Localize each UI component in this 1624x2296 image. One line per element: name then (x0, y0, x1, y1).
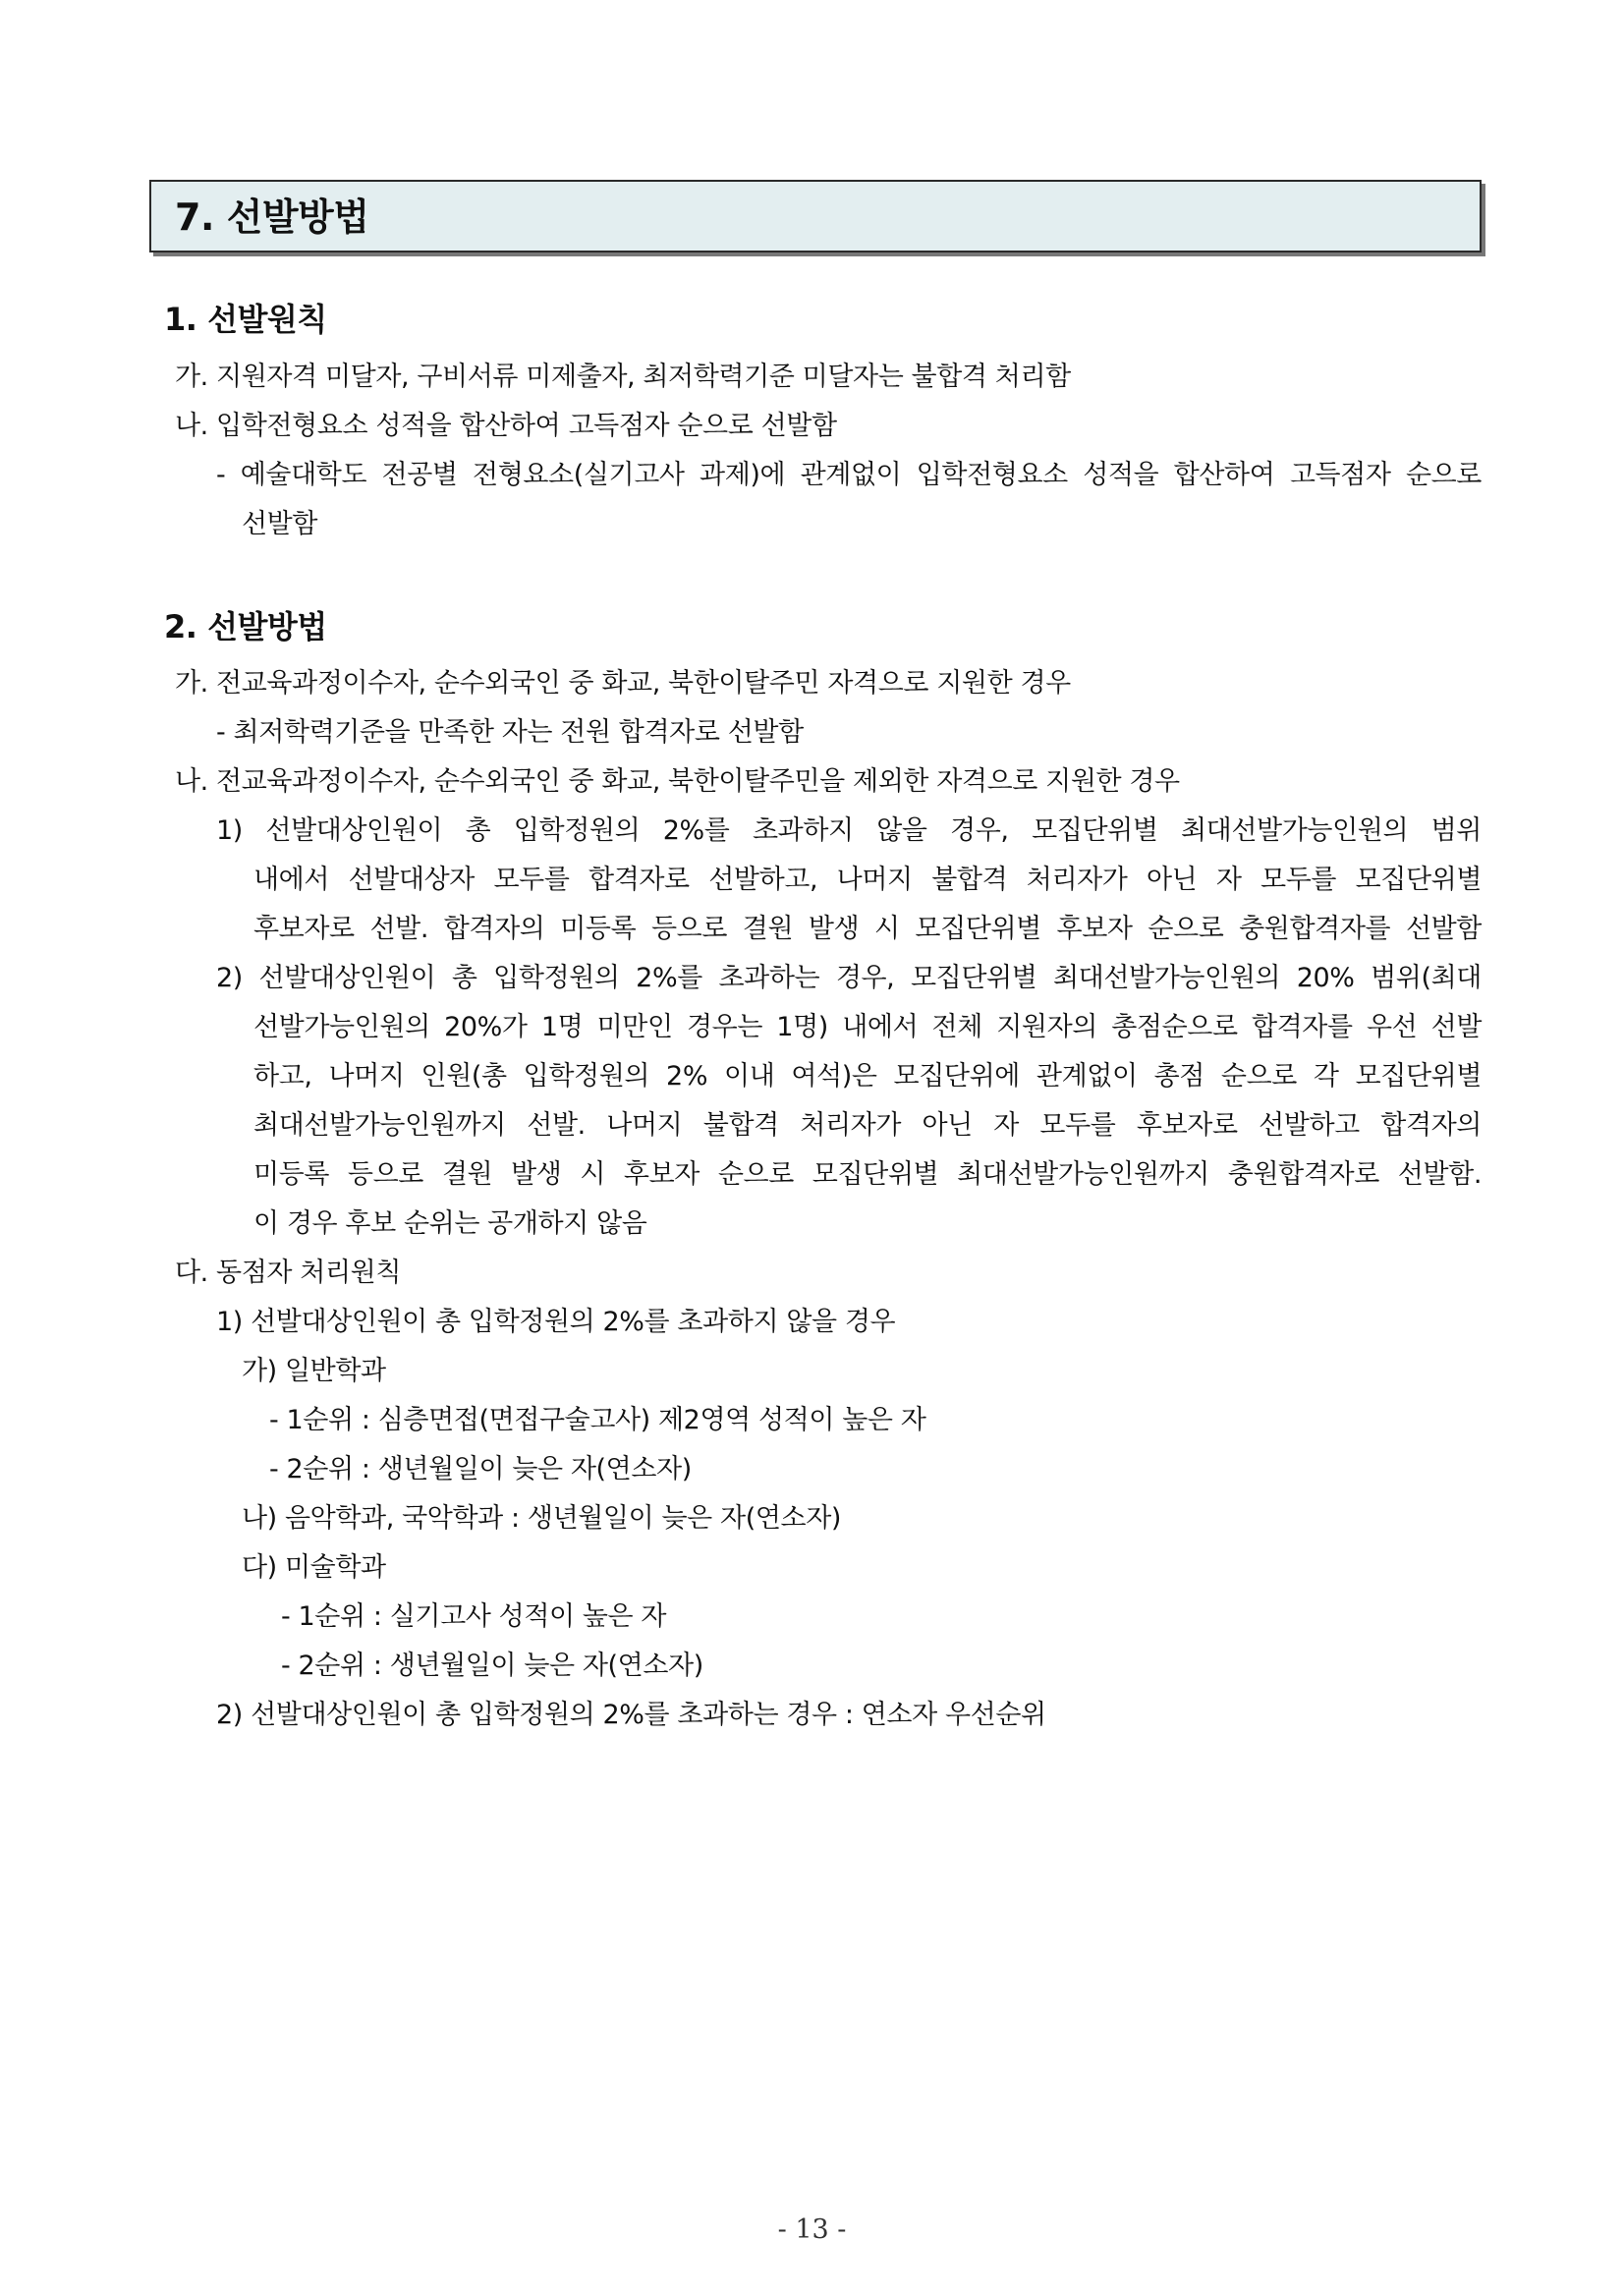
section-2-item-ga-detail: - 최저학력기준을 만족한 자는 전원 합격자로 선발함 (216, 717, 804, 748)
section-2-item-na: 나. 전교육과정이수자, 순수외국인 중 화교, 북한이탈주민을 제외한 자격으로 지원한 경우 (175, 766, 1180, 797)
section-2-na-1-line1: 1) 선발대상인원이 총 입학정원의 2%를 초과하지 않을 경우, 모집단위별 최대선발가능인원의 범위 (216, 815, 1482, 846)
section-2-na-2-line2: 선발가능인원의 20%가 1명 미만인 경우는 1명) 내에서 전체 지원자의 총점순으로 합격자를 우선 선발 (253, 1012, 1482, 1042)
section-2-da-1-da-rank1: - 1순위 : 실기고사 성적이 높은 자 (281, 1601, 667, 1632)
section-1-title: 1. 선발원칙 (164, 301, 327, 338)
chapter-title: 7. 선발방법 (175, 196, 369, 239)
section-2-da-1-ga-rank2: - 2순위 : 생년월일이 늦은 자(연소자) (269, 1454, 692, 1484)
section-1-item-na-detail-line2: 선발함 (242, 509, 318, 539)
section-2-na-2-line3: 하고, 나머지 인원(총 입학정원의 2% 이내 여석)은 모집단위에 관계없이 총점 순으로 각 모집단위별 (253, 1061, 1482, 1092)
page-number: - 13 - (777, 2214, 847, 2245)
section-2-title: 2. 선발방법 (164, 608, 327, 645)
section-2-na-1-line3: 후보자로 선발. 합격자의 미등록 등으로 결원 발생 시 모집단위별 후보자 순으로 충원합격자를 선발함 (253, 914, 1482, 944)
section-1-item-na: 나. 입학전형요소 성적을 합산하여 고득점자 순으로 선발함 (175, 411, 837, 441)
section-2-na-2-line1: 2) 선발대상인원이 총 입학정원의 2%를 초과하는 경우, 모집단위별 최대선발가능인원의 20% 범위(최대 (216, 963, 1482, 993)
section-2-item-da: 다. 동점자 처리원칙 (175, 1258, 402, 1288)
section-2-da-2: 2) 선발대상인원이 총 입학정원의 2%를 초과하는 경우 : 연소자 우선순위 (216, 1700, 1046, 1730)
section-1-item-ga: 가. 지원자격 미달자, 구비서류 미제출자, 최저학력기준 미달자는 불합격 처리함 (175, 362, 1071, 392)
section-2-da-1-da: 다) 미술학과 (242, 1552, 386, 1583)
section-2-da-1-da-rank2: - 2순위 : 생년월일이 늦은 자(연소자) (281, 1651, 703, 1681)
section-2-na-2-line5: 미등록 등으로 결원 발생 시 후보자 순으로 모집단위별 최대선발가능인원까지 충원합격자로 선발함. (253, 1159, 1482, 1190)
section-2-da-1: 1) 선발대상인원이 총 입학정원의 2%를 초과하지 않을 경우 (216, 1307, 896, 1337)
section-2-na-1-line2: 내에서 선발대상자 모두를 합격자로 선발하고, 나머지 불합격 처리자가 아닌 자 모두를 모집단위별 (253, 865, 1483, 895)
section-2-da-1-ga-rank1: - 1순위 : 심층면접(면접구술고사) 제2영역 성적이 높은 자 (269, 1405, 926, 1435)
section-2-na-2-line6: 이 경우 후보 순위는 공개하지 않음 (253, 1208, 647, 1239)
section-1-item-na-detail-line1: - 예술대학도 전공별 전형요소(실기고사 과제)에 관계없이 입학전형요소 성적을 합산하여 고득점자 순으로 (216, 460, 1482, 490)
section-2-item-ga: 가. 전교육과정이수자, 순수외국인 중 화교, 북한이탈주민 자격으로 지원한 경우 (175, 668, 1071, 699)
section-2-na-2-line4: 최대선발가능인원까지 선발. 나머지 불합격 처리자가 아닌 자 모두를 후보자로 선발하고 합격자의 (253, 1110, 1482, 1141)
chapter-heading-box (149, 180, 1482, 252)
section-2-da-1-ga: 가) 일반학과 (242, 1356, 386, 1386)
section-2-da-1-na: 나) 음악학과, 국악학과 : 생년월일이 늦은 자(연소자) (242, 1503, 842, 1534)
